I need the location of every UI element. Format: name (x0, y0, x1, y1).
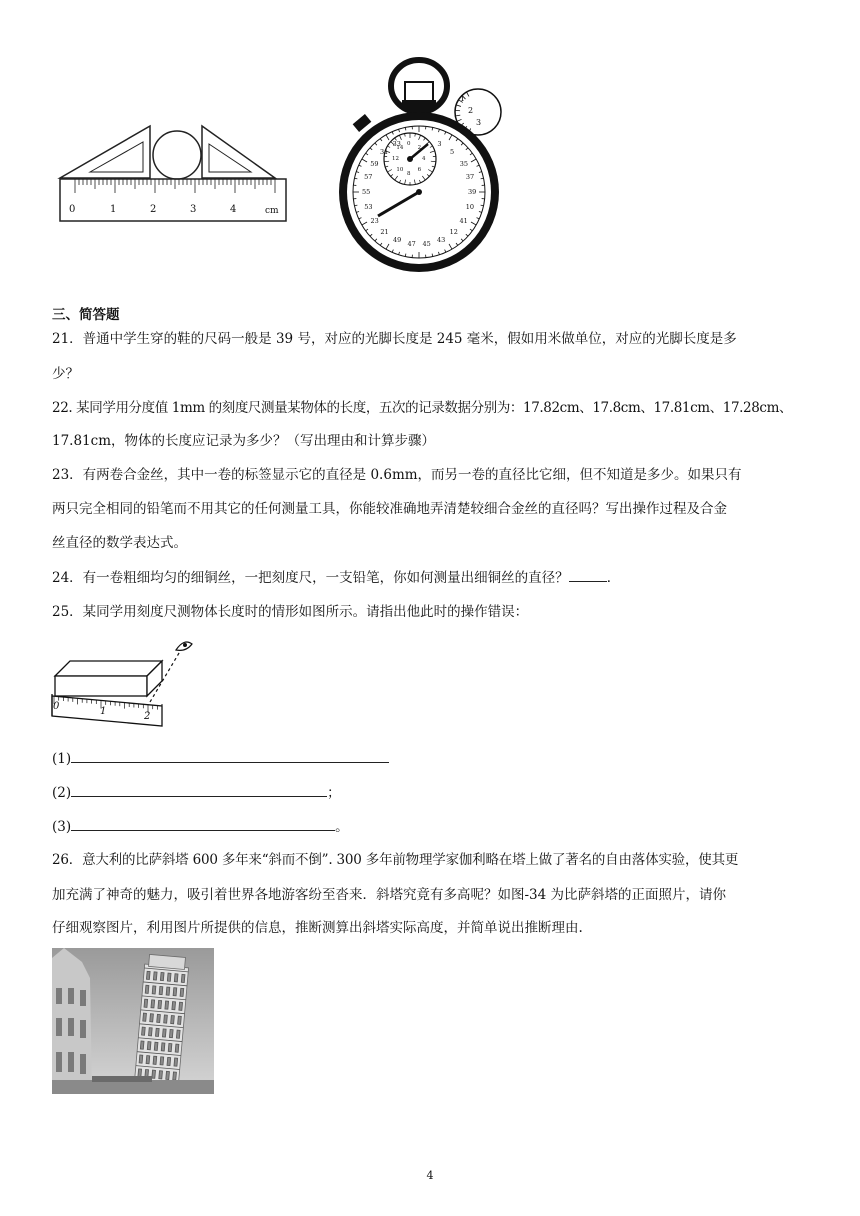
q23-line-2: 两只完全相同的铅笔而不用其它的任何测量工具，你能较准确地弄清楚较细合金丝的直径吗？写出操作过程及合金 (52, 501, 727, 517)
stopwatch-outer-label: 31 (380, 148, 389, 157)
tower-arch (154, 1042, 158, 1050)
stopwatch-inner-label: 4 (422, 156, 426, 162)
ruler-triangles-figure (55, 120, 290, 225)
stopwatch-crown-label: 1 (460, 94, 466, 103)
leaning-tower-drawing (52, 948, 214, 1094)
q25-blank-2 (52, 783, 812, 802)
stopwatch-inner-label: 14 (396, 145, 404, 152)
q21-line-1: 21．普通中学生穿的鞋的尺码一般是 39 号，对应的光脚长度是 245 毫米，假如用米做单位，对应的光脚长度是多 (52, 331, 737, 347)
q22-line-1: 22. 某同学用分度值 1mm 的刻度尺测量某物体的长度，五次的记录数据分别为：17.82cm、17.8cm、17.81cm、17.28cm、 (52, 400, 793, 416)
tower-arch (152, 1070, 156, 1078)
tower-arch (153, 972, 157, 980)
tower-arch (162, 1029, 166, 1037)
stopwatch-outer-label: 49 (393, 236, 402, 245)
stopwatch-outer-label: 47 (407, 240, 416, 249)
tower-arch (165, 1001, 169, 1009)
q25-blank-2-end: ； (327, 785, 341, 801)
stopwatch-outer-label: 45 (422, 240, 431, 249)
q25-blank-2-label: (2) (52, 785, 72, 801)
leaning-tower-photo (52, 948, 214, 1094)
stopwatch-crown-label: 3 (476, 118, 482, 127)
tower-arch (159, 1071, 163, 1079)
tower-arch (180, 988, 184, 996)
tower-arch (159, 986, 163, 994)
tower-arch (161, 1043, 165, 1051)
tower-arch (142, 1027, 146, 1035)
tower-arch (171, 1016, 175, 1024)
q24 (52, 568, 812, 587)
stopwatch-outer-label: 23 (370, 216, 379, 225)
tower-arch (149, 1028, 153, 1036)
q25-tick-label-1: 1 (100, 706, 107, 717)
tower-arch (181, 974, 185, 982)
tower-arch (164, 1015, 168, 1023)
tower-arch (152, 986, 156, 994)
tower-arch (176, 1030, 180, 1038)
q25-blank-3-label: (3) (52, 819, 72, 835)
stopwatch-outer-label: 39 (467, 188, 477, 197)
q24-answer-blank[interactable] (569, 568, 607, 582)
q25-answer-blank-2[interactable] (71, 783, 327, 797)
ruler-triangles-drawing (55, 120, 290, 225)
q24-text: 24．有一卷粗细均匀的细铜丝，一把刻度尺，一支铅笔，你如何测量出细铜丝的直径？ (52, 570, 569, 586)
tower-arch (169, 1029, 173, 1037)
stopwatch-outer-label: 57 (364, 173, 373, 182)
stopwatch-outer-label: 53 (364, 203, 373, 212)
q21-line-2: 少？ (52, 366, 79, 382)
tower-arch (139, 1055, 143, 1063)
tower-arch (150, 1014, 154, 1022)
tower-arch (166, 987, 170, 995)
q26-line-3: 仔细观察图片，利用图片所提供的信息，推断测算出斜塔实际高度，并简单说出推断理由. (52, 920, 583, 936)
stopwatch-inner-label: 6 (417, 166, 422, 173)
stopwatch-crown-label: 2 (468, 106, 474, 115)
tower-arch (143, 1013, 147, 1021)
tower-arch (167, 973, 171, 981)
tower-arch (179, 1002, 183, 1010)
stopwatch-outer-label: 59 (370, 159, 379, 168)
page-number: 4 (426, 1169, 434, 1182)
q25-answer-blank-3[interactable] (71, 817, 335, 831)
stopwatch-outer-label: 35 (459, 159, 469, 168)
ruler-label-2: 2 (150, 204, 157, 215)
q25-blank-1-label: (1) (52, 751, 72, 767)
stopwatch-outer-label: 12 (449, 228, 458, 237)
tower-arch (138, 1069, 142, 1077)
stopwatch-outer-label: 41 (459, 216, 468, 225)
tower-arch (166, 1071, 170, 1079)
stopwatch-outer-label: 33 (392, 139, 401, 148)
tower-arch (140, 1041, 144, 1049)
stopwatch-outer-label: 43 (436, 236, 446, 245)
stopwatch-outer-label: 5 (449, 148, 455, 157)
tower-arch (173, 988, 177, 996)
tower-arch (174, 1058, 178, 1066)
stopwatch-inner-label: 10 (396, 166, 404, 173)
stopwatch-drawing (330, 56, 512, 272)
ruler-label-0: 0 (69, 204, 76, 215)
stopwatch-outer-label: 55 (362, 188, 371, 197)
q25-blank-3-end: 。 (335, 819, 349, 835)
tower-arch (146, 971, 150, 979)
tower-arch (160, 972, 164, 980)
ruler-unit-label: cm (265, 206, 279, 216)
ruler-label-3: 3 (190, 204, 197, 215)
stopwatch-outer-label: 10 (465, 203, 475, 212)
tower-arch (147, 1042, 151, 1050)
q25-tick-label-2: 2 (144, 711, 151, 722)
ruler-label-1: 1 (110, 204, 117, 215)
tower-arch (175, 1044, 179, 1052)
tower-arch (144, 999, 148, 1007)
tower-arch (145, 985, 149, 993)
q26-line-1: 26．意大利的比萨斜塔 600 多年来“斜而不倒”. 300 多年前物理学家伽利略在塔上做了著名的自由落体实验，使其更 (52, 852, 739, 868)
tower-arch (153, 1056, 157, 1064)
q24-end: ． (606, 570, 621, 586)
q23-line-3: 丝直径的数学表达式。 (52, 535, 187, 551)
q22-line-2: 17.81cm，物体的长度应记录为多少？（写出理由和计算步骤） (52, 433, 436, 449)
q25-tick-label-0: 0 (53, 701, 60, 712)
ruler-label-4: 4 (230, 204, 237, 215)
q25-ruler-drawing (50, 636, 210, 732)
stopwatch-inner-label: 0 (407, 141, 411, 147)
q25-answer-blank-1[interactable] (71, 749, 389, 763)
stopwatch-inner-label: 12 (392, 156, 399, 162)
tower-arch (178, 1016, 182, 1024)
tower-arch (146, 1056, 150, 1064)
stopwatch-inner-label: 8 (407, 171, 411, 177)
q25-ruler-figure (50, 636, 210, 732)
tower-arch (155, 1028, 159, 1036)
tower-arch (173, 1072, 177, 1080)
tower-arch (157, 1014, 161, 1022)
stopwatch-outer-label: 37 (465, 173, 475, 182)
q23-line-1: 23．有两卷合金丝，其中一卷的标签显示它的直径是 0.6mm，而另一卷的直径比它细，但不知道是多少。如果只有 (52, 467, 742, 483)
q25-text: 25．某同学用刻度尺测物体长度时的情形如图所示。请指出他此时的操作错误： (52, 604, 529, 620)
tower-arch (151, 1000, 155, 1008)
q25-blank-1 (52, 749, 812, 768)
stopwatch-outer-label: 3 (437, 139, 442, 148)
stopwatch-inner-label: 2 (417, 145, 422, 152)
tower-arch (168, 1043, 172, 1051)
tower-arch (167, 1057, 171, 1065)
tower-arch (158, 1000, 162, 1008)
tower-arch (172, 1002, 176, 1010)
stopwatch-outer-label: 21 (380, 228, 389, 237)
tower-arch (160, 1057, 164, 1065)
tower-arch (174, 974, 178, 982)
q25-blank-3 (52, 817, 812, 836)
q26-line-2: 加充满了神奇的魅力，吸引着世界各地游客纷至沓来．斜塔究竟有多高呢？如图-34 为比萨斜塔的正面照片，请你 (52, 887, 727, 903)
stopwatch-figure (330, 56, 512, 272)
section-heading: 三、简答题 (52, 307, 120, 323)
